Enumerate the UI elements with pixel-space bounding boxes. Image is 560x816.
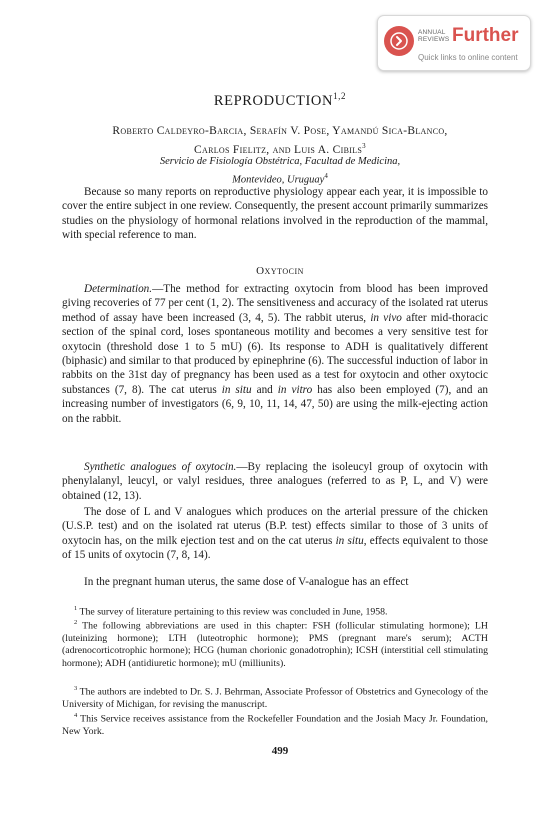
authors — [60, 124, 500, 158]
footnote-1: $^1$ The survey of literature pertaining to this review was concluded in June, 1958. — [74, 605, 388, 618]
determination-lead: Determination. — [84, 283, 153, 295]
affiliation-line-1: Servicio de Fisiología Obstétrica, Facultad de Medicina, — [159, 156, 401, 167]
intro-paragraph: Because so many reports on reproductive physiology appear each year, it is impossible to cover the entire subject in one review. Consequently, the present account primarily summarizes studies on the physiology of hormonal relations involved in the reproduction of the mammal, with special reference to man. — [62, 186, 489, 242]
further-badge[interactable] — [377, 15, 531, 71]
footnote-4: $^4$ This Service receives assistance from the Rockefeller Foundation and the Josiah Macy Jr. Foundation, New York. — [62, 712, 488, 737]
authors-line-2: Carlos Fielitz, and Luis A. Cibils$^3$ — [194, 142, 366, 156]
authors-line-1: Roberto Caldeyro-Barcia, Serafín V. Pose, Yamandú Sica-Blanco, — [112, 125, 448, 137]
determination-paragraph: Determination.—The method for extracting oxytocin from blood has been improved giving recoveries of 77 per cent (1, 2). The sensitiveness and accuracy of the isolated rat uterus method of assay have been increased (3, 4, 5). The rabbit uterus, in vivo after mid-thoracic section of the spinal cord, loses spontaneous motility and becomes a very sensitive test for oxytocin (threshold dose 1 to 5 mU) (6). Its response to ADH is qualitatively different (biphasic) and similar to that produced by epinephrine (6). The successful induction of labor in rabbits on the 31st day of pregnancy has been used as a test for oxytocin and other oxytocic substances (7, 8). The cat uterus in situ and in vitro has also been employed (7), and an increasing number of investigators (6, 9, 10, 11, 14, 47, 50) are using the milk-ejecting action on the rabbit. — [62, 283, 489, 425]
article-title: REPRODUCTION$^{1,2}$ — [213, 91, 347, 109]
section-heading-oxytocin: Oxytocin — [256, 265, 304, 277]
affiliation-line-2: Montevideo, Uruguay$^4$ — [232, 172, 328, 186]
annual-reviews-label: ANNUAL REVIEWS — [418, 29, 450, 43]
page-number: 499 — [271, 745, 289, 757]
affiliation — [60, 155, 500, 188]
pregnant-paragraph: In the pregnant human uterus, the same dose of V-analogue has an effect — [84, 576, 409, 588]
synthetic-lead: Synthetic analogues of oxytocin. — [84, 461, 237, 473]
footnote-3: $^3$ The authors are indebted to Dr. S. J. Behrman, Associate Professor of Obstetrics and Gynecology of the University of Michigan, for revising the manuscript. — [62, 685, 488, 710]
arrow-icon — [384, 26, 414, 56]
footnote-2: $^2$ The following abbreviations are used in this chapter: FSH (follicular stimulating hormone); LH (luteinizing hormone); LTH (luteotrophic hormone); PMS (pregnant mare's serum); ACTH (adrenocorticotrophic hormone); HCG (human chorionic gonadotrophin); ICSH (interstitial cell stimulating hormone); ADH (antidiuretic hormone); mU (milliunits). — [62, 619, 488, 670]
synthetic-paragraph: Synthetic analogues of oxytocin.—By replacing the isoleucyl group of oxytocin with phenylalanyl, leucyl, or valyl residues, three analogues (referred to as P, L, and V) were obtained (12, 13). — [62, 461, 488, 502]
further-label: Further — [452, 25, 519, 46]
quick-links-label: Quick links to online content — [418, 53, 518, 62]
dose-paragraph: The dose of L and V analogues which produces on the arterial pressure of the chicken (U.S.P. test) and on the isolated rat uterus (B.P. test) effects similar to those of 3 units of oxytocin has, on the milk ejection test and on the cat uterus in situ, effects equivalent to those of 15 units of oxytocin (7, 8, 14). — [62, 506, 489, 562]
